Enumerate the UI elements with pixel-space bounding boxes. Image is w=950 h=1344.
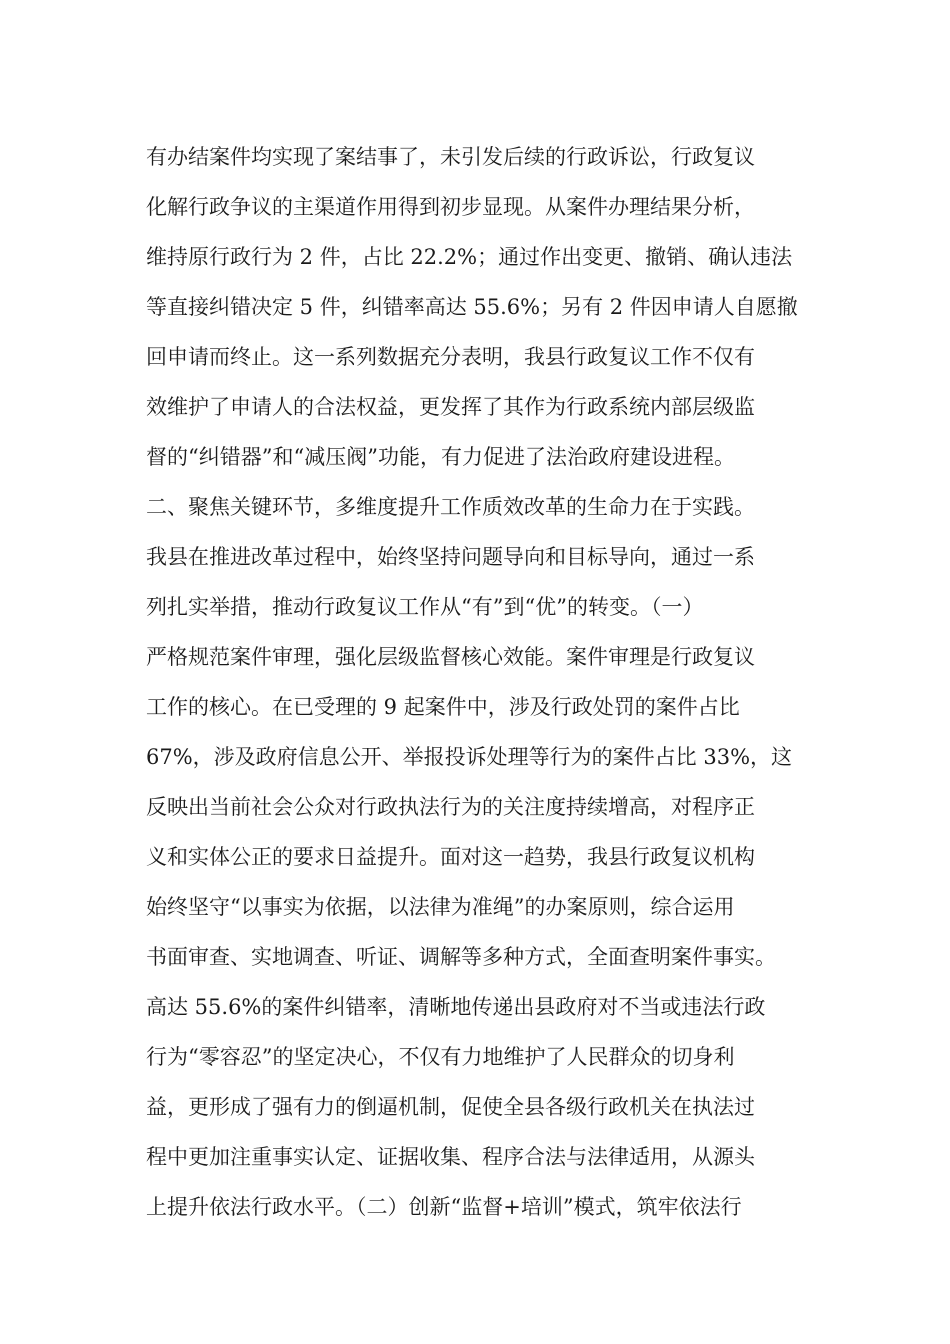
- text-line-7: 督的“纠错器”和“减压阀”功能，有力促进了法治政府建设进程。: [146, 445, 735, 469]
- text-line-19: 行为“零容忍”的坚定决心，不仅有力地维护了人民群众的切身利: [146, 1045, 735, 1069]
- text-line-21: 程中更加注重事实认定、证据收集、程序合法与法律适用，从源头: [146, 1145, 755, 1169]
- text-line-10: 列扎实举措，推动行政复议工作从“有”到“优”的转变。（一）: [146, 595, 704, 619]
- section-heading-line: 二、聚焦关键环节，多维度提升工作质效改革的生命力在于实践。: [146, 495, 755, 519]
- text-line-1: 有办结案件均实现了案结事了，未引发后续的行政诉讼，行政复议: [146, 145, 755, 169]
- text-line-22: 上提升依法行政水平。（二）创新“监督+培训”模式，筑牢依法行: [146, 1195, 742, 1219]
- text-line-16: 始终坚守“以事实为依据，以法律为准绳”的办案原则，综合运用: [146, 895, 735, 919]
- text-line-18: 高达 55.6%的案件纠错率，清晰地传递出县政府对不当或违法行政: [146, 995, 766, 1019]
- text-line-2: 化解行政争议的主渠道作用得到初步显现。从案件办理结果分析，: [146, 195, 755, 219]
- text-line-14: 反映出当前社会公众对行政执法行为的关注度持续增高，对程序正: [146, 795, 755, 819]
- text-line-4: 等直接纠错决定 5 件，纠错率高达 55.6%；另有 2 件因申请人自愿撤: [146, 295, 798, 319]
- text-line-11: 严格规范案件审理，强化层级监督核心效能。案件审理是行政复议: [146, 645, 755, 669]
- body-text: [146, 132, 846, 1232]
- text-line-9: 我县在推进改革过程中，始终坚持问题导向和目标导向，通过一系: [146, 545, 755, 569]
- text-line-6: 效维护了申请人的合法权益，更发挥了其作为行政系统内部层级监: [146, 395, 755, 419]
- text-line-12: 工作的核心。在已受理的 9 起案件中，涉及行政处罚的案件占比: [146, 695, 740, 719]
- text-line-13: 67%，涉及政府信息公开、举报投诉处理等行为的案件占比 33%，这: [146, 745, 793, 769]
- text-line-17: 书面审查、实地调查、听证、调解等多种方式，全面查明案件事实。: [146, 945, 776, 969]
- text-line-15: 义和实体公正的要求日益提升。面对这一趋势，我县行政复议机构: [146, 845, 755, 869]
- text-line-5: 回申请而终止。这一系列数据充分表明，我县行政复议工作不仅有: [146, 345, 755, 369]
- text-line-3: 维持原行政行为 2 件，占比 22.2%；通过作出变更、撤销、确认违法: [146, 245, 793, 269]
- text-line-20: 益，更形成了强有力的倒逼机制，促使全县各级行政机关在执法过: [146, 1095, 755, 1119]
